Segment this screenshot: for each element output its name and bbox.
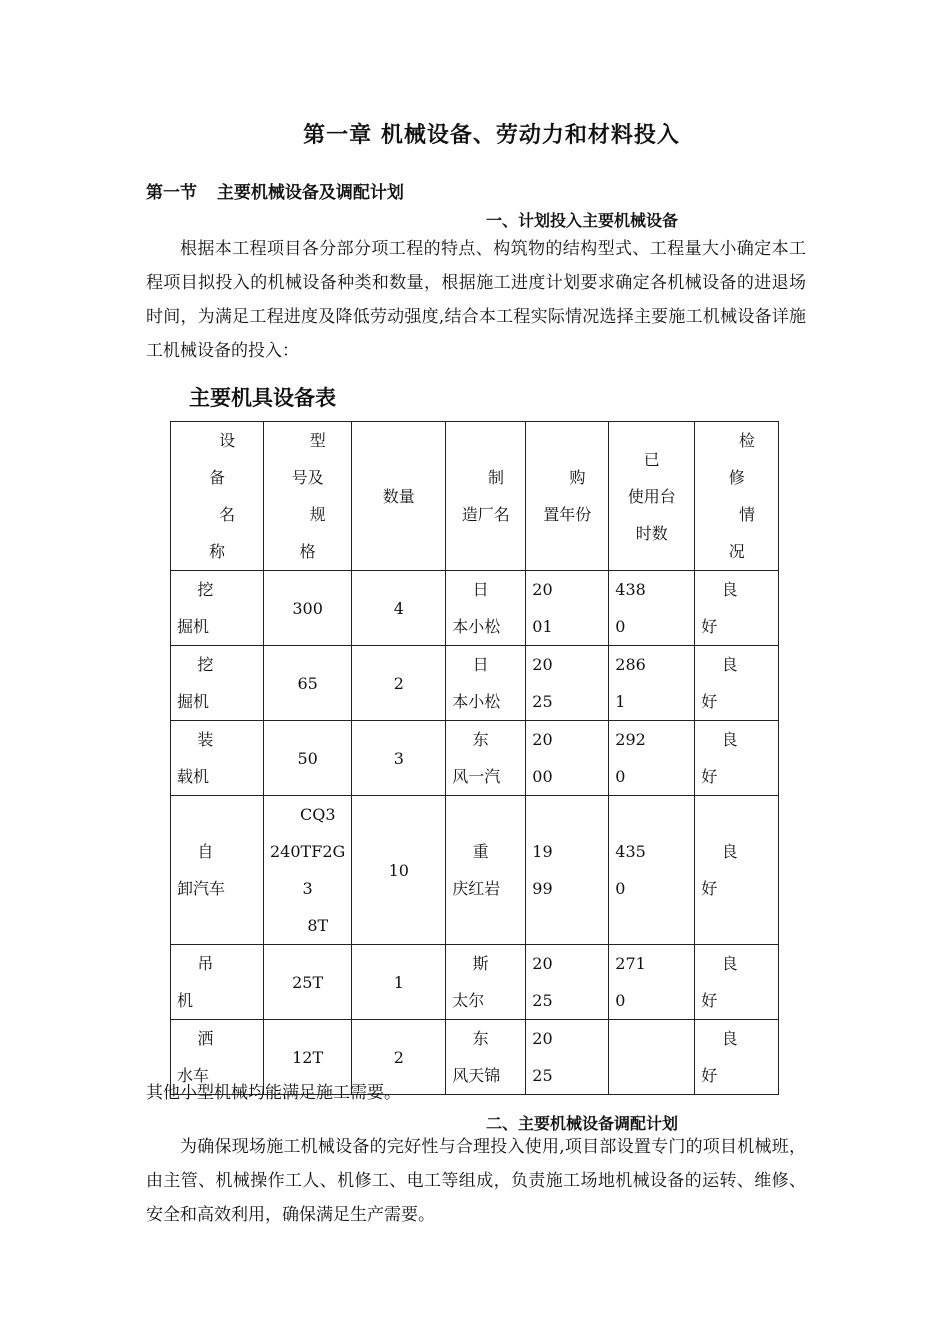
cell-model-spec: 25T xyxy=(264,945,352,1020)
cell-equipment-name: 挖 掘机 xyxy=(171,646,264,721)
cell-maintenance-status: 良 好 xyxy=(695,945,779,1020)
cell-quantity: 3 xyxy=(352,721,446,796)
cell-manufacturer: 斯 太尔 xyxy=(446,945,526,1020)
table-row xyxy=(171,796,779,945)
cell-used-hours: 292 0 xyxy=(609,721,695,796)
cell-purchase-year: 20 01 xyxy=(526,571,609,646)
cell-quantity: 10 xyxy=(352,796,446,945)
header-model-spec: 型 号及 规 格 xyxy=(264,422,352,571)
header-equipment-name: 设 备 名 称 xyxy=(171,422,264,571)
cell-equipment-name: 洒 水车 xyxy=(171,1020,264,1095)
cell-maintenance-status: 良 好 xyxy=(695,646,779,721)
cell-equipment-name: 挖 掘机 xyxy=(171,571,264,646)
cell-model-spec: CQ3 240TF2G 3 8T xyxy=(264,796,352,945)
subsection1-title: 一、计划投入主要机械设备 xyxy=(486,211,679,230)
table-note: 其他小型机械均能满足施工需要。 xyxy=(146,1083,401,1103)
cell-model-spec: 65 xyxy=(264,646,352,721)
cell-maintenance-status: 良 好 xyxy=(695,796,779,945)
cell-quantity: 2 xyxy=(352,1020,446,1095)
cell-manufacturer: 日 本小松 xyxy=(446,571,526,646)
cell-quantity: 4 xyxy=(352,571,446,646)
cell-model-spec: 300 xyxy=(264,571,352,646)
cell-purchase-year: 20 25 xyxy=(526,945,609,1020)
equipment-table xyxy=(170,421,779,1095)
table-row xyxy=(171,646,779,721)
paragraph1: 根据本工程项目各分部分项工程的特点、构筑物的结构型式、工程量大小确定本工程项目拟投入的机械设备种类和数量，根据施工进度计划要求确定各机械设备的进退场时间，为满足工程进度及降低劳动强度,结合本工程实际情况选择主要施工机械设备详施工机械设备的投入： xyxy=(146,239,806,361)
header-quantity: 数量 xyxy=(352,422,446,571)
header-purchase-year: 购 置年份 xyxy=(526,422,609,571)
cell-maintenance-status: 良 好 xyxy=(695,571,779,646)
cell-quantity: 2 xyxy=(352,646,446,721)
cell-model-spec: 50 xyxy=(264,721,352,796)
table-row xyxy=(171,945,779,1020)
header-used-hours: 已 使用台 时数 xyxy=(609,422,695,571)
chapter-title: 第一章 机械设备、劳动力和材料投入 xyxy=(303,123,680,148)
section-title: 第一节 主要机械设备及调配计划 xyxy=(146,183,404,203)
cell-used-hours xyxy=(609,1020,695,1095)
header-manufacturer: 制 造厂名 xyxy=(446,422,526,571)
table-row xyxy=(171,721,779,796)
cell-purchase-year: 19 99 xyxy=(526,796,609,945)
cell-maintenance-status: 良 好 xyxy=(695,1020,779,1095)
table-row xyxy=(171,571,779,646)
table-header-row xyxy=(171,422,779,571)
cell-equipment-name: 装 载机 xyxy=(171,721,264,796)
cell-maintenance-status: 良 好 xyxy=(695,721,779,796)
cell-model-spec: 12T xyxy=(264,1020,352,1095)
cell-manufacturer: 东 风天锦 xyxy=(446,1020,526,1095)
cell-manufacturer: 重 庆红岩 xyxy=(446,796,526,945)
cell-purchase-year: 20 25 xyxy=(526,646,609,721)
cell-manufacturer: 东 风一汽 xyxy=(446,721,526,796)
cell-purchase-year: 20 00 xyxy=(526,721,609,796)
cell-equipment-name: 自 卸汽车 xyxy=(171,796,264,945)
cell-used-hours: 271 0 xyxy=(609,945,695,1020)
cell-purchase-year: 20 25 xyxy=(526,1020,609,1095)
cell-used-hours: 438 0 xyxy=(609,571,695,646)
paragraph2: 为确保现场施工机械设备的完好性与合理投入使用,项目部设置专门的项目机械班，由主管、机械操作工人、机修工、电工等组成，负责施工场地机械设备的运转、维修、安全和高效利用，确保满足生产需要。 xyxy=(146,1137,806,1225)
subsection2-title: 二、主要机械设备调配计划 xyxy=(486,1114,679,1133)
cell-quantity: 1 xyxy=(352,945,446,1020)
cell-used-hours: 435 0 xyxy=(609,796,695,945)
header-maintenance-status: 检 修 情 况 xyxy=(695,422,779,571)
cell-used-hours: 286 1 xyxy=(609,646,695,721)
cell-equipment-name: 吊 机 xyxy=(171,945,264,1020)
cell-manufacturer: 日 本小松 xyxy=(446,646,526,721)
table-title: 主要机具设备表 xyxy=(189,386,336,410)
